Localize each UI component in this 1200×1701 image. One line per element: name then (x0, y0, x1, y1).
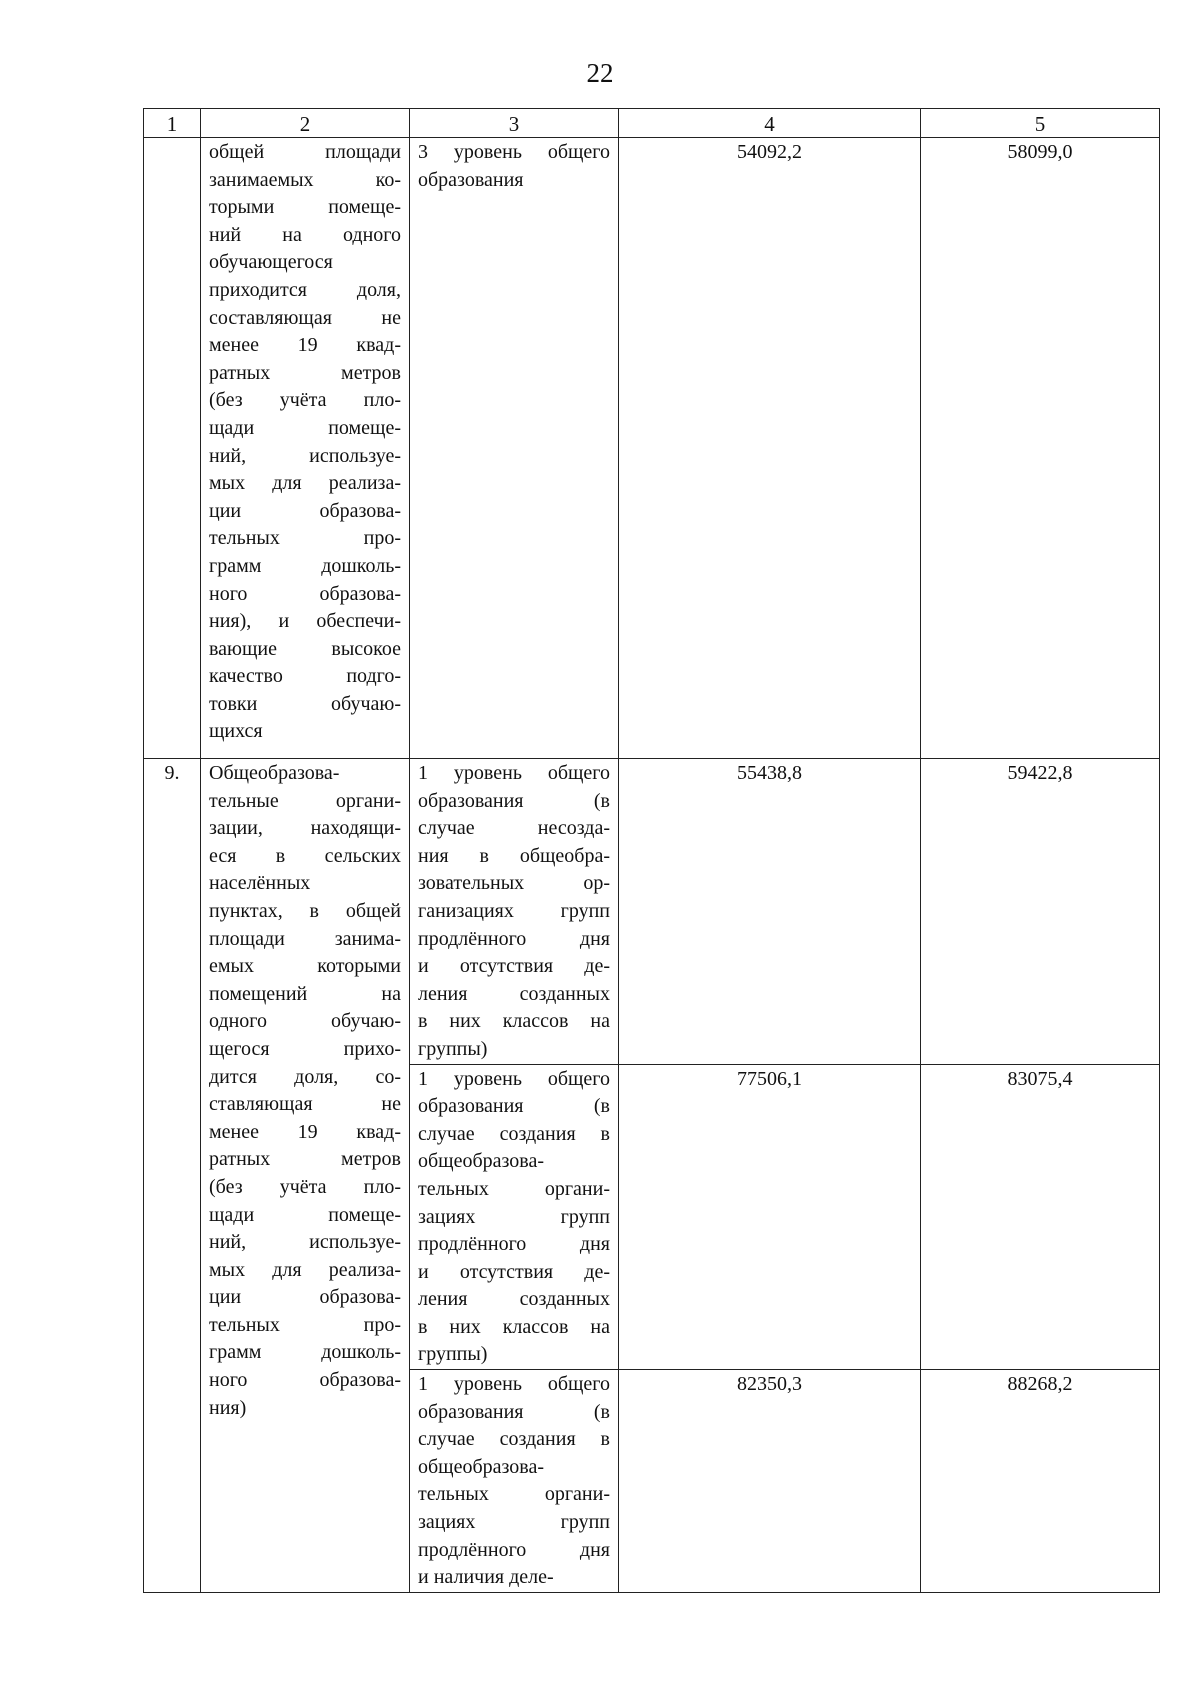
text-line: ганизациях групп (418, 899, 610, 922)
text-line: 1 уровень общего (418, 1373, 610, 1396)
text-line: тельных про- (209, 1313, 401, 1336)
text-line: ления созданных (418, 982, 610, 1005)
text-line: ции образова- (209, 499, 401, 522)
text-line: общей площади (209, 141, 401, 163)
text-line: ции образова- (209, 1286, 401, 1309)
text-line: ний, используе- (209, 444, 401, 467)
text-line: продлённого дня (418, 927, 610, 950)
text-line: ратных метров (209, 1148, 401, 1171)
description-cell (201, 759, 410, 1593)
text-line: (без учёта пло- (209, 389, 401, 412)
text-line: группы) (418, 1037, 488, 1060)
text-line: ний, используе- (209, 1231, 401, 1254)
value-col-5 (921, 138, 1160, 759)
value-col-4 (619, 1064, 921, 1370)
text-line: случае создания в (418, 1428, 610, 1451)
text-line: менее 19 квад- (209, 1120, 401, 1143)
text-line: качество подго- (209, 665, 401, 688)
text-line: ного образова- (209, 582, 401, 605)
text-line: одного обучаю- (209, 1010, 401, 1033)
text-line: группы) (418, 1343, 488, 1366)
text-line: 1 уровень общего (418, 1067, 610, 1090)
text-line: мых для реализа- (209, 1258, 401, 1281)
header-row (144, 109, 1160, 138)
value-col-4-text: 54092,2 (737, 141, 802, 163)
text-line: ратных метров (209, 361, 401, 384)
value-col-4 (619, 1370, 921, 1593)
text-line: случае создания в (418, 1122, 610, 1145)
text-line: мых для реализа- (209, 472, 401, 495)
text-line: приходится доля, (209, 278, 401, 301)
header-col-4: 4 (619, 109, 921, 138)
text-line: щихся (209, 720, 263, 743)
text-line: грамм дошколь- (209, 1341, 401, 1364)
text-line: Общеобразова- (209, 762, 340, 784)
text-line: случае несозда- (418, 817, 610, 840)
table-row-continued (144, 138, 1160, 759)
text-line: 1 уровень общего (418, 762, 610, 784)
allocation-table (143, 108, 1160, 1593)
level-cell (410, 759, 619, 1065)
header-col-2: 2 (201, 109, 410, 138)
text-line: занимаемых ко- (209, 168, 401, 191)
text-line: зовательных ор- (418, 872, 610, 895)
text-line: и отсутствия де- (418, 1260, 610, 1283)
level-cell (410, 1064, 619, 1370)
text-line: товки обучаю- (209, 692, 401, 715)
text-line: зации, находящи- (209, 817, 401, 840)
row-number-cell: 9. (144, 759, 201, 1593)
text-line: площади занима- (209, 927, 401, 950)
header-col-1: 1 (144, 109, 201, 138)
text-line: менее 19 квад- (209, 334, 401, 357)
text-line: общеобразова- (418, 1150, 545, 1173)
text-line: образования (в (418, 789, 610, 812)
text-line: тельных органи- (418, 1177, 610, 1200)
text-line: в них классов на (418, 1315, 610, 1338)
text-line: зациях групп (418, 1205, 610, 1228)
text-line: дится доля, со- (209, 1065, 401, 1088)
text-line: щегося прихо- (209, 1037, 401, 1060)
text-line: составляющая не (209, 306, 401, 329)
value-col-5-text: 59422,8 (1007, 762, 1073, 784)
text-line: образования (418, 168, 524, 191)
page-number: 22 (586, 58, 614, 88)
value-col-5-text: 83075,4 (1007, 1067, 1073, 1090)
level-cell (410, 1370, 619, 1593)
table-row-9a (144, 759, 1160, 1065)
text-line: тельные органи- (209, 789, 401, 812)
text-line: и наличия деле- (418, 1566, 554, 1589)
text-line: ния в общеобра- (418, 844, 610, 867)
text-line: ставляющая не (209, 1093, 401, 1116)
header-col-3: 3 (410, 109, 619, 138)
text-line: населённых (209, 872, 311, 895)
header-col-5: 5 (921, 109, 1160, 138)
text-line: (без учёта пло- (209, 1175, 401, 1198)
text-line: ний на одного (209, 223, 401, 246)
text-line: щади помеще- (209, 416, 401, 439)
value-col-5 (921, 1370, 1160, 1593)
text-line: помещений на (209, 982, 401, 1005)
value-col-5-text: 88268,2 (1007, 1373, 1073, 1396)
text-line: обучающегося (209, 251, 333, 274)
value-col-4 (619, 138, 921, 759)
value-col-4 (619, 759, 921, 1065)
value-col-5 (921, 1064, 1160, 1370)
text-line: торыми помеще- (209, 196, 401, 219)
text-line: в них классов на (418, 1010, 610, 1033)
text-line: емых которыми (209, 955, 401, 978)
value-col-4-text: 55438,8 (737, 762, 802, 784)
value-col-4-text: 82350,3 (737, 1373, 802, 1396)
text-line: ния), и обеспечи- (209, 610, 401, 633)
value-col-5-text: 58099,0 (1007, 141, 1073, 163)
text-line: ления созданных (418, 1288, 610, 1311)
text-line: вающие высокое (209, 637, 401, 660)
text-line: продлённого дня (418, 1538, 610, 1561)
text-line: образования (в (418, 1095, 610, 1118)
text-line: тельных органи- (418, 1483, 610, 1506)
value-col-5 (921, 759, 1160, 1065)
text-line: грамм дошколь- (209, 554, 401, 577)
text-line: еся в сельских (209, 844, 401, 867)
text-line: пунктах, в общей (209, 899, 401, 922)
level-cell (410, 138, 619, 759)
text-line: образования (в (418, 1400, 610, 1423)
text-line: зациях групп (418, 1511, 610, 1534)
text-line: ния) (209, 1396, 247, 1419)
text-line: продлённого дня (418, 1233, 610, 1256)
text-line: общеобразова- (418, 1455, 545, 1478)
row-number-cell (144, 138, 201, 759)
text-line: щади помеще- (209, 1203, 401, 1226)
text-line: тельных про- (209, 527, 401, 550)
description-cell (201, 138, 410, 759)
text-line: 3 уровень общего (418, 141, 610, 163)
text-line: ного образова- (209, 1369, 401, 1392)
value-col-4-text: 77506,1 (737, 1067, 802, 1090)
text-line: и отсутствия де- (418, 955, 610, 978)
